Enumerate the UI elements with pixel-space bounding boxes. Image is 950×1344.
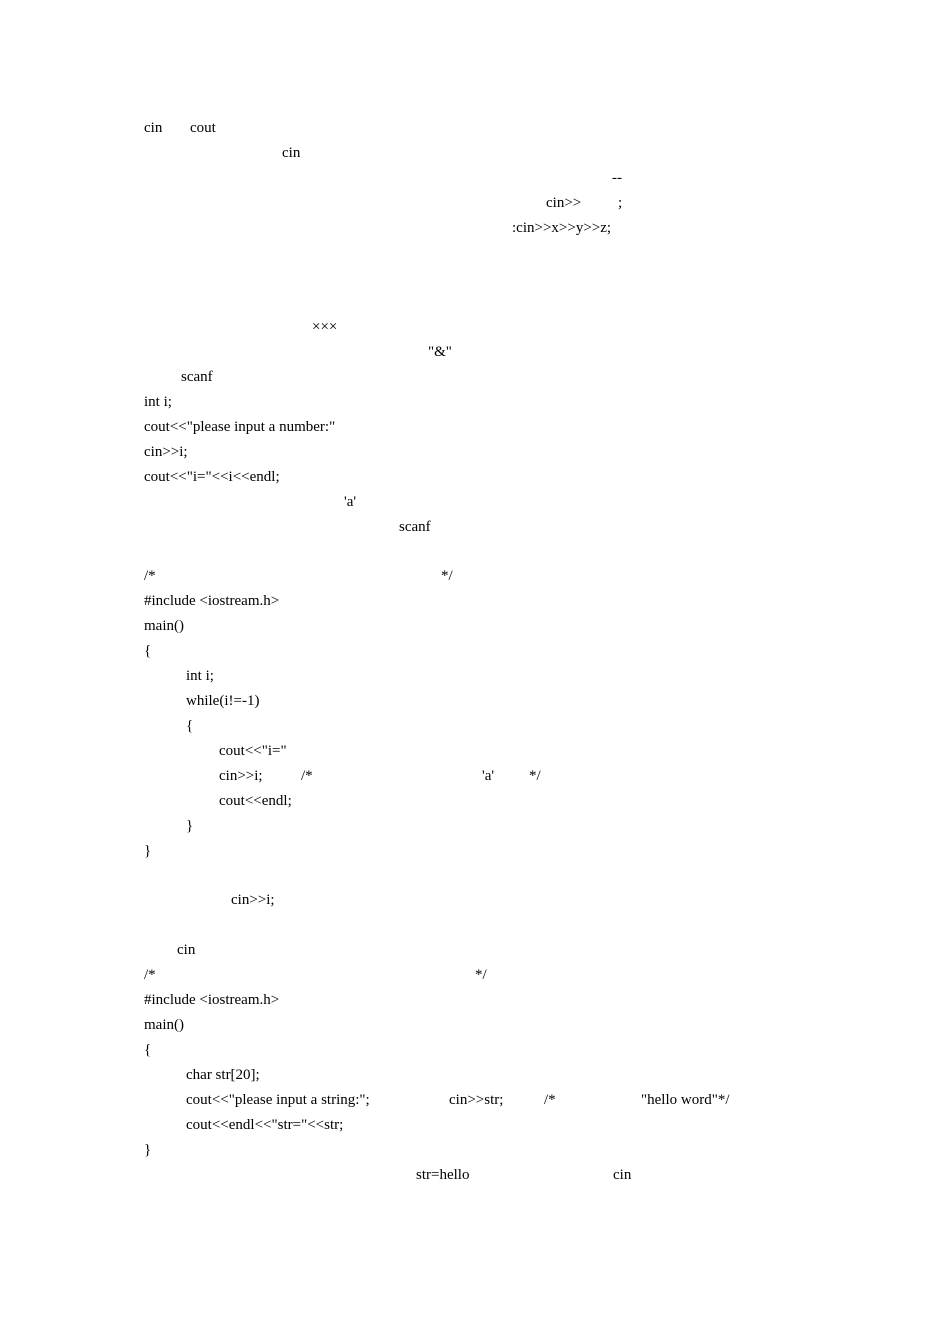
code-comment: */	[475, 967, 487, 983]
code-line: int i;	[144, 394, 172, 410]
code-line: cout<<"please input a number:"	[144, 419, 336, 435]
code-comment: /*	[301, 768, 313, 784]
text-fragment: cin	[177, 942, 196, 958]
text-fragment: 'a'	[344, 494, 357, 510]
code-line: #include <iostream.h>	[144, 593, 280, 609]
code-line: main()	[144, 618, 184, 634]
code-line: while(i!=-1)	[186, 693, 260, 709]
text-fragment: scanf	[399, 519, 431, 535]
text-fragment: cin>>	[546, 195, 582, 211]
code-line: {	[144, 643, 152, 659]
text-fragment: scanf	[181, 369, 213, 385]
text-fragment: cin	[144, 120, 163, 136]
text-fragment: cout	[190, 120, 216, 136]
code-comment: "hello word"*/	[641, 1092, 730, 1108]
code-line: }	[144, 843, 152, 859]
text-fragment: "&"	[428, 344, 452, 360]
code-line: cout<<"i="	[219, 743, 287, 759]
text-fragment: cin>>i;	[231, 892, 275, 908]
code-line: {	[186, 718, 194, 734]
text-fragment: :cin>>x>>y>>z;	[512, 220, 612, 236]
text-fragment: cin	[613, 1167, 632, 1183]
code-line: }	[186, 818, 194, 834]
code-line: cin>>i;	[219, 768, 263, 784]
code-line: }	[144, 1142, 152, 1158]
text-fragment: ;	[618, 195, 623, 211]
code-line: int i;	[186, 668, 214, 684]
code-line: cout<<"please input a string:";	[186, 1092, 370, 1108]
code-comment: */	[529, 768, 541, 784]
code-comment: 'a'	[482, 768, 495, 784]
code-line: cin>>i;	[144, 444, 188, 460]
code-line: cout<<"i="<<i<<endl;	[144, 469, 280, 485]
code-line: #include <iostream.h>	[144, 992, 280, 1008]
code-comment: /*	[144, 568, 156, 584]
code-line: {	[144, 1042, 152, 1058]
text-fragment: --	[612, 170, 622, 186]
code-comment: /*	[544, 1092, 556, 1108]
code-comment: */	[441, 568, 453, 584]
text-fragment: ×××	[312, 319, 338, 335]
code-line: cout<<endl<<"str="<<str;	[186, 1117, 344, 1133]
code-line: cin>>str;	[449, 1092, 504, 1108]
code-line: main()	[144, 1017, 184, 1033]
text-fragment: str=hello	[416, 1167, 470, 1183]
code-comment: /*	[144, 967, 156, 983]
code-line: char str[20];	[186, 1067, 260, 1083]
code-line: cout<<endl;	[219, 793, 292, 809]
text-fragment: cin	[282, 145, 301, 161]
